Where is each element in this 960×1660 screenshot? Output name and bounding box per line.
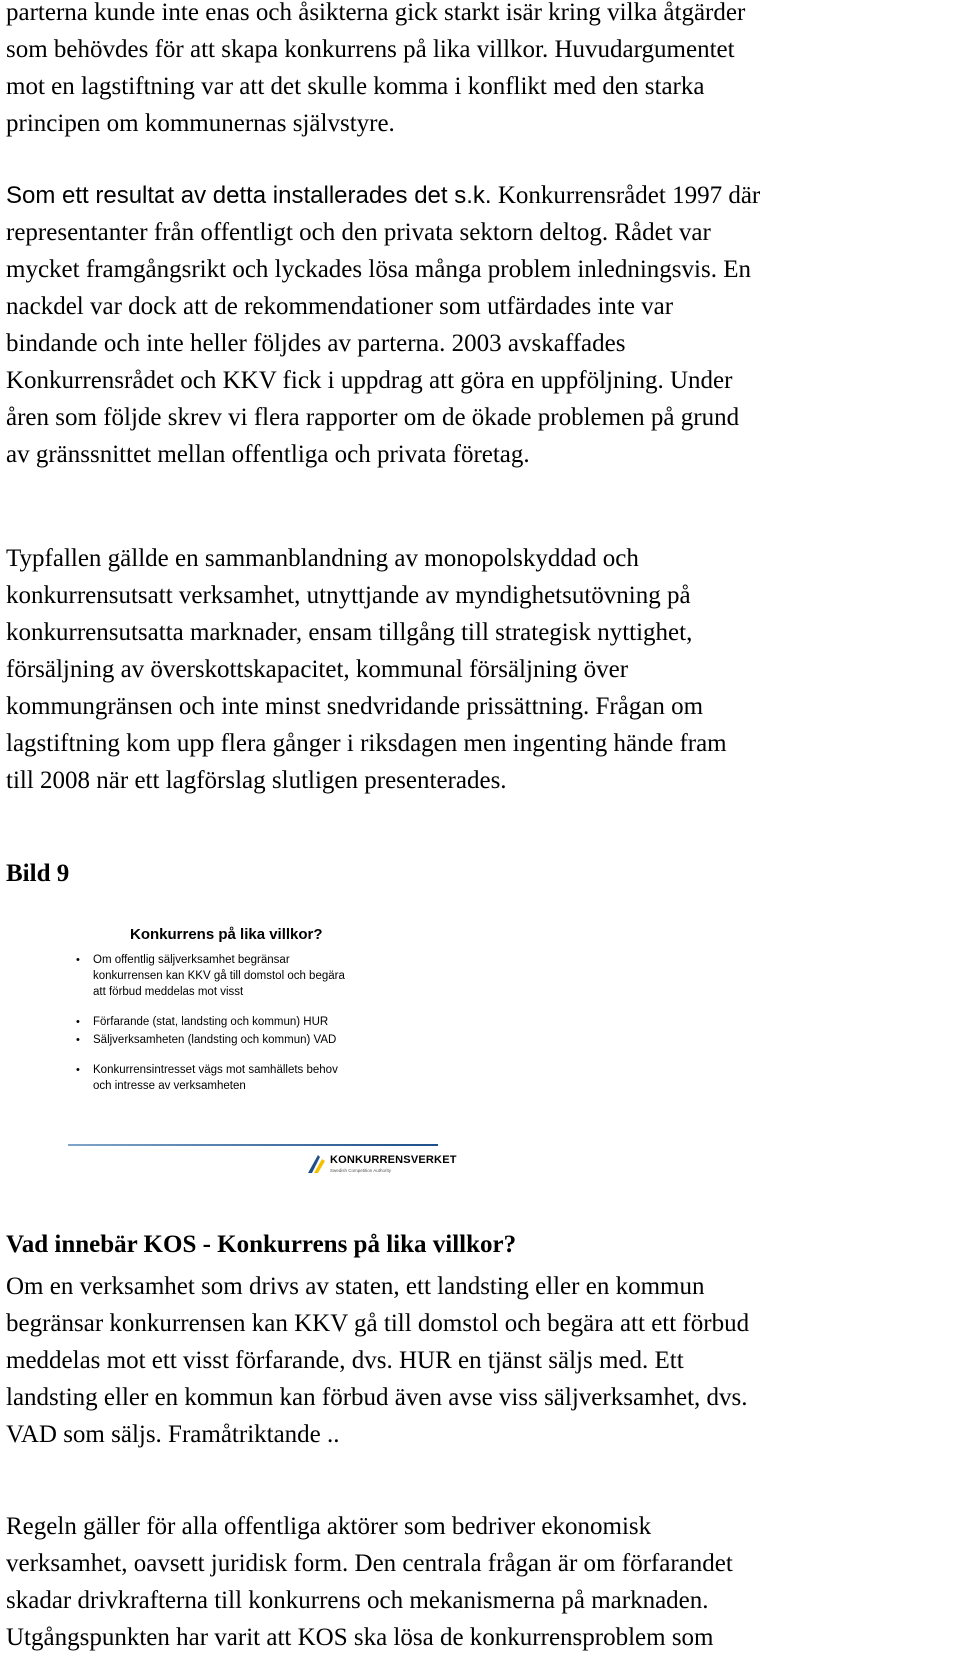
text-line: representanter från offentligt och den privata sektorn deltog. Rådet var bbox=[6, 219, 711, 246]
text-line: försäljning av överskottskapacitet, kommunal försäljning över bbox=[6, 656, 629, 683]
text-line: meddelas mot ett visst förfarande, dvs. HUR en tjänst säljs med. Ett bbox=[6, 1347, 684, 1374]
sans-text-run: Som ett resultat av detta installerades det s.k. bbox=[6, 182, 492, 209]
slide-bullet-line: konkurrensen kan KKV gå till domstol och begära bbox=[93, 970, 345, 982]
text-line bbox=[6, 177, 760, 214]
text-line: till 2008 när ett lagförslag slutligen presenterades. bbox=[6, 767, 507, 794]
bullet-icon: • bbox=[76, 1064, 80, 1076]
text-line: av gränssnittet mellan offentliga och privata företag. bbox=[6, 441, 530, 468]
bullet-icon: • bbox=[76, 1034, 80, 1046]
text-line: konkurrensutsatta marknader, ensam tillgång till strategisk nyttighet, bbox=[6, 619, 693, 646]
section-heading: Vad innebär KOS - Konkurrens på lika villkor? bbox=[6, 1231, 517, 1258]
text-line: Regeln gäller för alla offentliga aktörer som bedriver ekonomisk bbox=[6, 1513, 652, 1540]
text-line: Utgångspunkten har varit att KOS ska lösa de konkurrensproblem som bbox=[6, 1624, 714, 1651]
slide-divider bbox=[68, 1144, 438, 1146]
text-line: lagstiftning kom upp flera gånger i riksdagen men ingenting hände fram bbox=[6, 730, 727, 757]
logo-subtext: Swedish Competition Authority bbox=[330, 1168, 392, 1173]
text-line: landsting eller en kommun kan förbud även avse viss säljverksamhet, dvs. bbox=[6, 1384, 748, 1411]
bullet-icon: • bbox=[76, 954, 80, 966]
text-line: åren som följde skrev vi flera rapporter om de ökade problemen på grund bbox=[6, 404, 740, 431]
slide-bullet bbox=[68, 952, 458, 1000]
figure-label: Bild 9 bbox=[6, 860, 70, 887]
paragraph-2 bbox=[6, 177, 760, 473]
slide-image bbox=[68, 920, 458, 1180]
text-line: Om en verksamhet som drivs av staten, ett landsting eller en kommun bbox=[6, 1273, 705, 1300]
paragraph-5 bbox=[6, 1508, 733, 1656]
slide-bullet-line: och intresse av verksamheten bbox=[93, 1080, 246, 1092]
text-line: begränsar konkurrensen kan KKV gå till domstol och begära att ett förbud bbox=[6, 1310, 750, 1337]
slide-bullet-line: Om offentlig säljverksamhet begränsar bbox=[93, 954, 290, 966]
slide-bullet bbox=[68, 1062, 458, 1094]
text-line: principen om kommunernas självstyre. bbox=[6, 110, 395, 137]
paragraph-3 bbox=[6, 540, 727, 799]
text-line: skadar drivkrafterna till konkurrens och mekanismerna på marknaden. bbox=[6, 1587, 709, 1614]
text-line: kommungränsen och inte minst snedvridande prissättning. Frågan om bbox=[6, 693, 704, 720]
serif-text-run: Konkurrensrådet 1997 där bbox=[491, 182, 761, 209]
text-line: VAD som säljs. Framåtriktande .. bbox=[6, 1421, 340, 1448]
logo-text: KONKURRENSVERKET bbox=[330, 1154, 457, 1166]
logo-mark-icon bbox=[306, 1153, 328, 1175]
text-line: Konkurrensrådet och KKV fick i uppdrag att göra en uppföljning. Under bbox=[6, 367, 733, 394]
slide-bullet bbox=[68, 1014, 458, 1030]
slide-bullet-line: att förbud meddelas mot visst bbox=[93, 986, 244, 998]
text-line: bindande och inte heller följdes av parterna. 2003 avskaffades bbox=[6, 330, 626, 357]
text-line: mot en lagstiftning var att det skulle komma i konflikt med den starka bbox=[6, 73, 705, 100]
slide-bullet bbox=[68, 1032, 458, 1048]
text-line: Typfallen gällde en sammanblandning av monopolskyddad och bbox=[6, 545, 639, 572]
text-line: som behövdes för att skapa konkurrens på lika villkor. Huvudargumentet bbox=[6, 36, 735, 63]
konkurrensverket-logo bbox=[306, 1152, 476, 1178]
text-line: parterna kunde inte enas och åsikterna gick starkt isär kring vilka åtgärder bbox=[6, 0, 746, 26]
slide-bullet-line: Säljverksamheten (landsting och kommun) VAD bbox=[93, 1034, 337, 1046]
slide-bullet-line: Konkurrensintresset vägs mot samhällets behov bbox=[93, 1064, 338, 1076]
text-line: verksamhet, oavsett juridisk form. Den centrala frågan är om förfarandet bbox=[6, 1550, 733, 1577]
text-line: nackdel var dock att de rekommendationer som utfärdades inte var bbox=[6, 293, 674, 320]
slide-bullet-list bbox=[68, 952, 458, 1094]
text-line: konkurrensutsatt verksamhet, utnyttjande av myndighetsutövning på bbox=[6, 582, 691, 609]
paragraph-1 bbox=[6, 0, 745, 142]
slide-bullet-line: Förfarande (stat, landsting och kommun) HUR bbox=[93, 1016, 329, 1028]
text-line: mycket framgångsrikt och lyckades lösa många problem inledningsvis. En bbox=[6, 256, 751, 283]
slide-title: Konkurrens på lika villkor? bbox=[130, 926, 323, 943]
paragraph-4 bbox=[6, 1268, 749, 1453]
bullet-icon: • bbox=[76, 1016, 80, 1028]
